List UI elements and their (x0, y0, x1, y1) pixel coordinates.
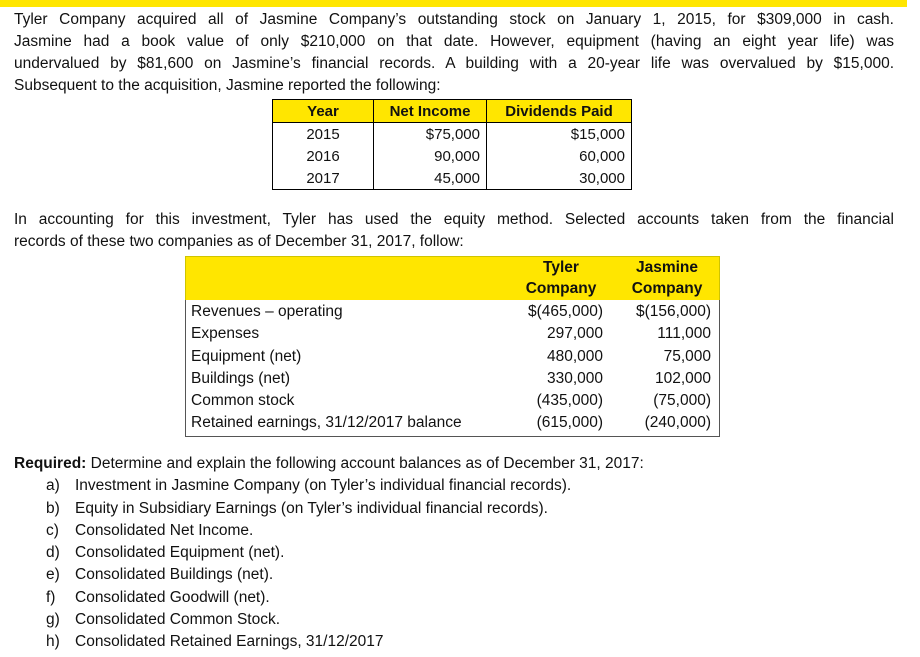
header-jasmine-line: Jasmine (635, 259, 699, 276)
header-tyler-line: Tyler (543, 259, 579, 276)
jasmine-value: 75,000 (663, 347, 711, 365)
cell-year: 2015 (273, 123, 374, 146)
jasmine-value: $(156,000) (636, 303, 711, 320)
cell-year: 2017 (273, 167, 374, 190)
item-text: Consolidated Equipment (net). (75, 544, 285, 562)
item-text: Consolidated Net Income. (75, 521, 254, 539)
item-marker: c) (46, 521, 59, 539)
tyler-value: 480,000 (546, 347, 603, 365)
intro-line: undervalued by $81,600 on Jasmine’s financial records. A building with a 20-year life was overvalued by $15,000. (14, 55, 894, 72)
item-text: Equity in Subsidiary Earnings (on Tyler’s individual financial records). (75, 499, 548, 517)
cell-net-income: $75,000 (374, 123, 487, 146)
list-item (14, 587, 644, 609)
intro-line: Subsequent to the acquisition, Jasmine reported the following: (14, 77, 441, 94)
account-name: Expenses (191, 325, 260, 343)
item-marker: h) (46, 633, 60, 651)
mid-paragraph (14, 209, 894, 253)
table-row (273, 123, 632, 146)
item-text: Investment in Jasmine Company (on Tyler’s individual financial records). (75, 477, 572, 495)
table-row (186, 323, 719, 345)
account-name: Common stock (191, 392, 295, 410)
cell-year: 2016 (273, 145, 374, 167)
item-marker: a) (46, 477, 60, 495)
list-item (14, 498, 644, 520)
item-text: Consolidated Common Stock. (75, 611, 281, 629)
list-item (14, 609, 644, 631)
accounts-table-header (185, 256, 720, 300)
list-item (14, 520, 644, 542)
intro-line: Tyler Company acquired all of Jasmine Company’s outstanding stock on January 1, 2015, for $309,000 in cash. (14, 11, 894, 28)
table-row (273, 145, 632, 167)
required-heading (14, 453, 644, 475)
header-jasmine-company (622, 257, 712, 299)
cell-dividends: 60,000 (487, 145, 632, 167)
table-row (186, 368, 719, 390)
header-tyler-company (518, 257, 604, 299)
required-label: Required: (14, 455, 87, 472)
tyler-value: (435,000) (536, 392, 603, 410)
item-marker: f) (46, 588, 56, 606)
jasmine-value: 111,000 (657, 325, 711, 343)
account-name: Retained earnings, 31/12/2017 balance (191, 414, 462, 432)
required-list (14, 475, 644, 653)
header-jasmine-line: Company (631, 280, 703, 297)
mid-line: records of these two companies as of December 31, 2017, follow: (14, 233, 464, 250)
intro-paragraph (14, 9, 894, 97)
list-item (14, 475, 644, 497)
cell-net-income: 45,000 (374, 167, 487, 190)
table-row (186, 412, 719, 434)
accounts-table-body (185, 300, 720, 437)
item-marker: d) (46, 544, 60, 562)
table-row (186, 346, 719, 368)
table-header-row (273, 100, 632, 123)
list-item (14, 564, 644, 586)
item-text: Consolidated Goodwill (net). (75, 588, 270, 606)
tyler-value: 330,000 (546, 369, 603, 387)
required-section (14, 453, 644, 654)
tyler-value: 297,000 (546, 325, 603, 343)
tyler-value: (615,000) (536, 414, 603, 432)
jasmine-value: 102,000 (654, 369, 711, 387)
jasmine-value: (75,000) (653, 392, 711, 410)
accounts-table (185, 256, 720, 437)
item-marker: e) (46, 566, 60, 584)
jasmine-value: (240,000) (644, 414, 711, 432)
header-dividends-paid: Dividends Paid (487, 100, 632, 123)
header-tyler-line: Company (525, 280, 597, 297)
item-text: Consolidated Buildings (net). (75, 566, 274, 584)
cell-dividends: $15,000 (487, 123, 632, 146)
item-marker: b) (46, 499, 60, 517)
header-net-income: Net Income (374, 100, 487, 123)
highlight-bar (0, 0, 907, 7)
jasmine-income-dividends-table (272, 99, 632, 190)
cell-dividends: 30,000 (487, 167, 632, 190)
cell-net-income: 90,000 (374, 145, 487, 167)
list-item (14, 631, 644, 653)
mid-line: In accounting for this investment, Tyler has used the equity method. Selected accounts taken from the financial (14, 211, 894, 228)
table-row (273, 167, 632, 190)
header-year: Year (273, 100, 374, 123)
account-name: Revenues – operating (191, 303, 343, 320)
list-item (14, 542, 644, 564)
required-text: Determine and explain the following account balances as of December 31, 2017: (86, 455, 644, 472)
account-name: Equipment (net) (191, 347, 302, 365)
account-name: Buildings (net) (191, 369, 291, 387)
intro-line: Jasmine had a book value of only $210,000 on that date. However, equipment (having an eight year life) was (14, 33, 894, 50)
table-row (186, 301, 719, 323)
tyler-value: $(465,000) (528, 303, 603, 320)
item-text: Consolidated Retained Earnings, 31/12/2017 (75, 633, 384, 651)
item-marker: g) (46, 611, 60, 629)
table-row (186, 390, 719, 412)
